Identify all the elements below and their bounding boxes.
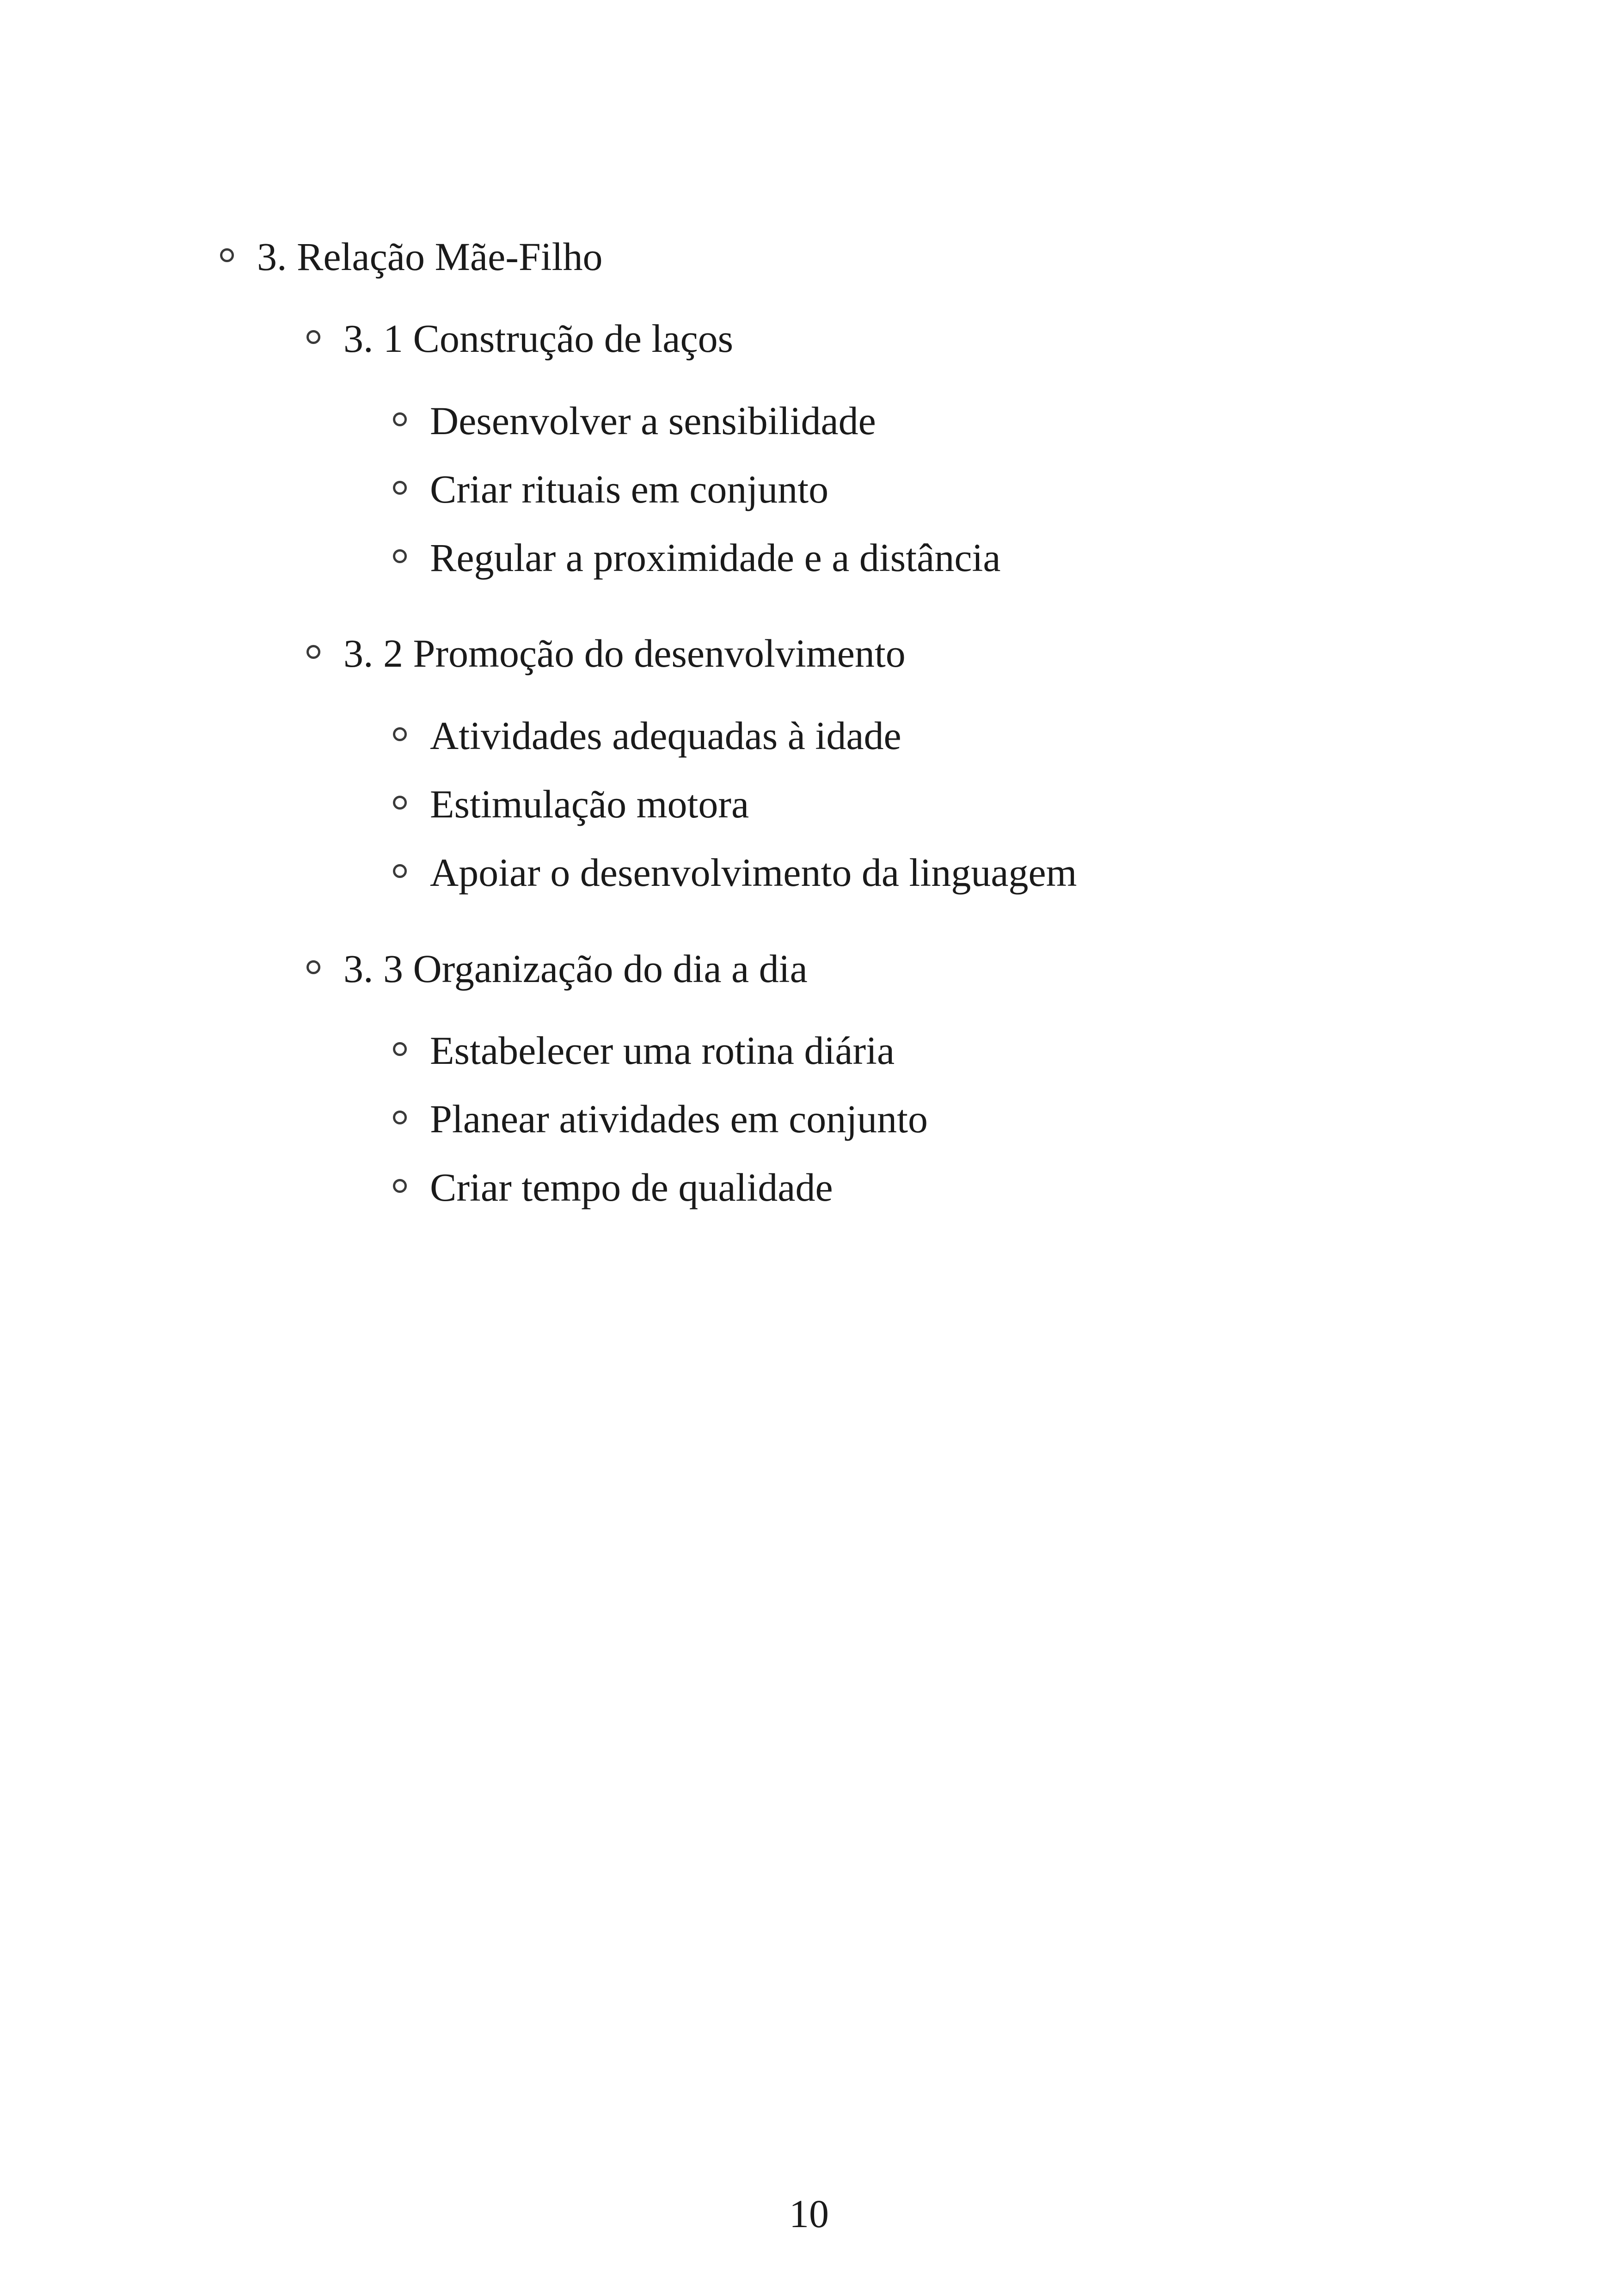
hollow-circle-bullet-icon	[393, 1042, 407, 1056]
list-item: Estabelecer uma rotina diária	[430, 1028, 895, 1073]
list-item: Estimulação motora	[430, 782, 749, 826]
list-item: Apoiar o desenvolvimento da linguagem	[430, 850, 1077, 895]
hollow-circle-bullet-icon	[393, 727, 407, 741]
hollow-circle-bullet-icon	[393, 481, 407, 495]
section-heading: 3. 3 Organização do dia a dia	[343, 946, 808, 991]
hollow-circle-bullet-icon	[393, 1111, 407, 1124]
list-item: Planear atividades em conjunto	[430, 1097, 928, 1141]
list-item: Criar tempo de qualidade	[430, 1165, 833, 1209]
section-heading: 3. 2 Promoção do desenvolvimento	[343, 631, 906, 675]
section-heading: 3. 1 Construção de laços	[343, 316, 734, 361]
hollow-circle-bullet-icon	[393, 412, 407, 426]
page-number: 10	[789, 2192, 829, 2236]
hollow-circle-bullet-icon	[306, 330, 320, 344]
hollow-circle-bullet-icon	[393, 1179, 407, 1193]
hollow-circle-bullet-icon	[393, 864, 407, 878]
list-item: Atividades adequadas à idade	[430, 713, 901, 758]
list-item: Criar rituais em conjunto	[430, 467, 829, 511]
hollow-circle-bullet-icon	[306, 960, 320, 974]
hollow-circle-bullet-icon	[220, 248, 234, 262]
list-item: Desenvolver a sensibilidade	[430, 399, 876, 443]
outline-title: 3. Relação Mãe-Filho	[257, 234, 603, 279]
hollow-circle-bullet-icon	[306, 645, 320, 659]
hollow-circle-bullet-icon	[393, 796, 407, 810]
list-item: Regular a proximidade e a distância	[430, 535, 1001, 580]
hollow-circle-bullet-icon	[393, 549, 407, 563]
